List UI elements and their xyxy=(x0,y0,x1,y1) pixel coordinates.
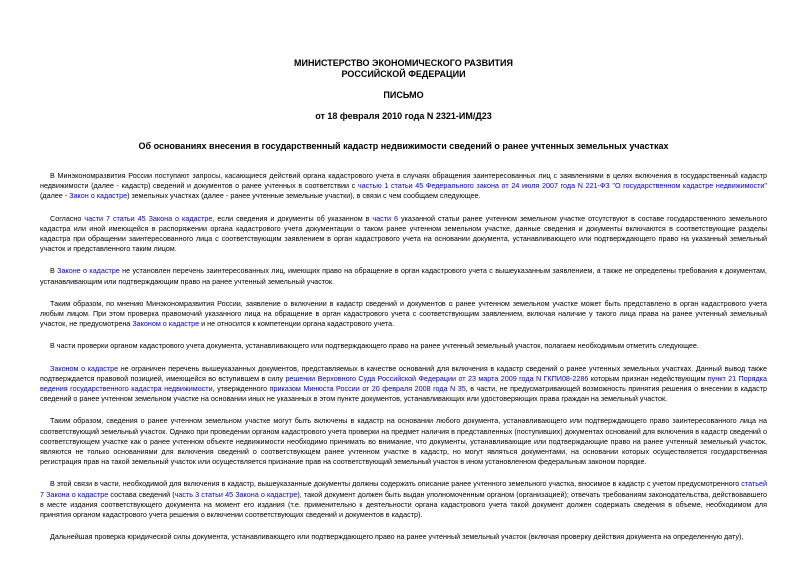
paragraph-text: , если сведения и документы об указанном в xyxy=(212,213,373,223)
document-link[interactable]: приказом Минюста России от 20 февраля 2008 года N 35 xyxy=(269,384,466,394)
paragraph-text: не ограничен перечень вышеуказанных документов, представляемых в качестве оснований для включения в кадастр сведений о ранее учтенных земельных участках. Данный вывод также подтверждается правовой позицией, имеющейся во вступившем в силу xyxy=(40,363,767,383)
document-link[interactable]: Законе о кадастре xyxy=(57,266,120,276)
paragraph-text: указанной статьи ранее учтенном земельном участке отсутствуют в составе государственного земельного кадастра или иной имеющейся в распоряжении органа кадастрового учета документации о таком ранее учтенном земельном участке, данные сведения и документы включаются в соответствующие разделы кадастра при обращении заинтересованного лица с соответствующим заявлением в орган кадастрового учета на основании документа, устанавливающего или подтверждающего право на указанный земельный участок и представленного таким лицом. xyxy=(40,213,767,254)
paragraph-5 xyxy=(40,341,767,351)
paragraph-text: не установлен перечень заинтересованных лиц, имеющих право на обращение в орган кадастрового учета с вышеуказанным заявлением, а также не определены требования к документам, устанавливающим или подтверждающим право на ранее учтенный земельный участок. xyxy=(40,266,767,286)
document-link[interactable]: части 7 статьи 45 Закона о кадастре xyxy=(84,213,213,223)
paragraph-4 xyxy=(40,299,767,330)
paragraph-6 xyxy=(40,364,767,405)
paragraph-text: В Минэкономразвития России поступают запросы, касающиеся действий органа кадастрового учета в случаях обращения заинтересованных лиц с заявлениями в целях включения в государственный кадастр недвижимости (далее - кадастр) сведений и документов о ранее учтенных в соответствии с xyxy=(40,171,767,191)
paragraph-text: Таким образом, сведения о ранее учтенном земельном участке могут быть включены в кадастр на основании любого документа, устанавливающего или подтверждающего право заинтересованного лица на соответствующий земельный участок. Однако при проведении органом кадастрового учета проверки на предмет наличия в представленных (поступивших) документах оснований для включения в кадастр сведений о соответствующем участке как о ранее учтенном объекте недвижимости необходимо принимать во внимание, что документы, устанавливающие или подтверждающие право на ранее учтенный земельный участок, являются не только основаниями для включения сведений о соответствующем ранее учтенном участке в кадастр, но могут являться документами, на основании которых осуществляется государственная регистрация прав на такой земельный участок или осуществляется признание прав на соответствующий земельный участок в ином установленном федеральным законом порядке. xyxy=(40,416,767,467)
paragraph-text: В xyxy=(50,266,58,276)
paragraph-text: Согласно xyxy=(50,213,85,223)
paragraph-text: Дальнейшая проверка юридической силы документа, устанавливающего или подтверждающего право на ранее учтенный земельный участок (включая проверку действия документа на определенную дату), xyxy=(50,532,744,542)
document-link[interactable]: пункт 21 Порядка ведения государственного кадастра недвижимости xyxy=(40,373,767,394)
paragraph-text: В части проверки органом кадастрового учета документа, устанавливающего или подтверждающего право на ранее учтенный земельный участок, полагаем необходимым отметить следующее. xyxy=(50,341,699,351)
paragraph-text: , в части, не предусматривающей возможность принятия решения о внесении в кадастр сведений о ранее учтенном земельном участке на основании иных не указанных в этом пункте документов, устанавливающих или удостоверяющих права граждан на земельный участок. xyxy=(40,384,767,404)
ministry-name-line-2: РОССИЙСКОЙ ФЕДЕРАЦИИ xyxy=(341,69,466,79)
paragraph-text: состава сведений ( xyxy=(108,489,175,499)
document-body xyxy=(40,171,767,554)
ministry-name-line-1: МИНИСТЕРСТВО ЭКОНОМИЧЕСКОГО РАЗВИТИЯ xyxy=(294,58,513,68)
document-link[interactable]: часть 3 статьи 45 Закона о кадастре xyxy=(174,489,298,499)
paragraph-text: Таким образом, по мнению Минэкономразвития России, заявление о включении в кадастр сведений и документов о ранее учтенном земельном участке может быть представлено в орган кадастрового учета любым лицом. При этом проверка правомочий указанного лица на обращение в орган кадастрового учета с соответствующим заявлением, включая наличие у такого лица права на ранее учтенный земельный участок, не предусмотрена xyxy=(40,298,767,329)
document-link[interactable]: Законом о кадастре xyxy=(50,363,119,373)
paragraph-text: и не относится к компетенции органа кадастрового учета. xyxy=(199,319,395,329)
document-type: ПИСЬМО xyxy=(383,90,424,100)
document-title: Об основаниях внесения в государственный кадастр недвижимости сведений о ранее учтенных земельных участках xyxy=(138,141,669,151)
document-link[interactable]: частью 1 статьи 45 Федерального закона от 24 июля 2007 года N 221-ФЗ "О государственном кадастре недвижимости" xyxy=(357,181,767,191)
paragraph-9 xyxy=(40,532,767,542)
document-link[interactable]: части 6 xyxy=(372,213,398,223)
paragraph-2 xyxy=(40,214,767,255)
paragraph-text: ), такой документ должен быть выдан уполномоченным органом (организацией); отвечать требованиям законодательства, действовавшего в месте издания соответствующего документа на момент его издания (т.е. применительно к деятельности органа кадастрового учета такой документ должен содержать сведения в объеме, необходимом для принятия органом кадастрового учета решения о включении соответствующих сведений и документов в кадастр). xyxy=(40,489,767,520)
paragraph-text: (далее - xyxy=(40,191,70,201)
document-link[interactable]: статьей 7 Закона о кадастре xyxy=(40,479,767,499)
document-header xyxy=(0,58,807,122)
document-link[interactable]: Закон о кадастре xyxy=(69,191,128,201)
paragraph-text: которым признан недействующим xyxy=(588,373,708,383)
paragraph-7 xyxy=(40,416,767,467)
document-date-number: от 18 февраля 2010 года N 2321-ИМ/Д23 xyxy=(315,111,492,121)
document-link[interactable]: Законом о кадастре xyxy=(132,319,200,329)
paragraph-3 xyxy=(40,266,767,286)
paragraph-1 xyxy=(40,171,767,202)
document-link[interactable]: решении Верховного Суда Российской Федерации от 23 марта 2009 года N ГКПИ08-2286 xyxy=(285,373,589,383)
paragraph-text: В этой связи в части, необходимой для включения в кадастр, вышеуказанные документы должны содержать описание ранее учтенного земельного участка, вносимое в кадастр с учетом предусмотренного xyxy=(50,479,742,489)
paragraph-8 xyxy=(40,479,767,520)
paragraph-text: ) земельных участках (далее - ранее учтенные земельные участки), в связи с чем сообщаем следующее. xyxy=(127,191,481,201)
paragraph-text: , утвержденного xyxy=(212,384,270,394)
